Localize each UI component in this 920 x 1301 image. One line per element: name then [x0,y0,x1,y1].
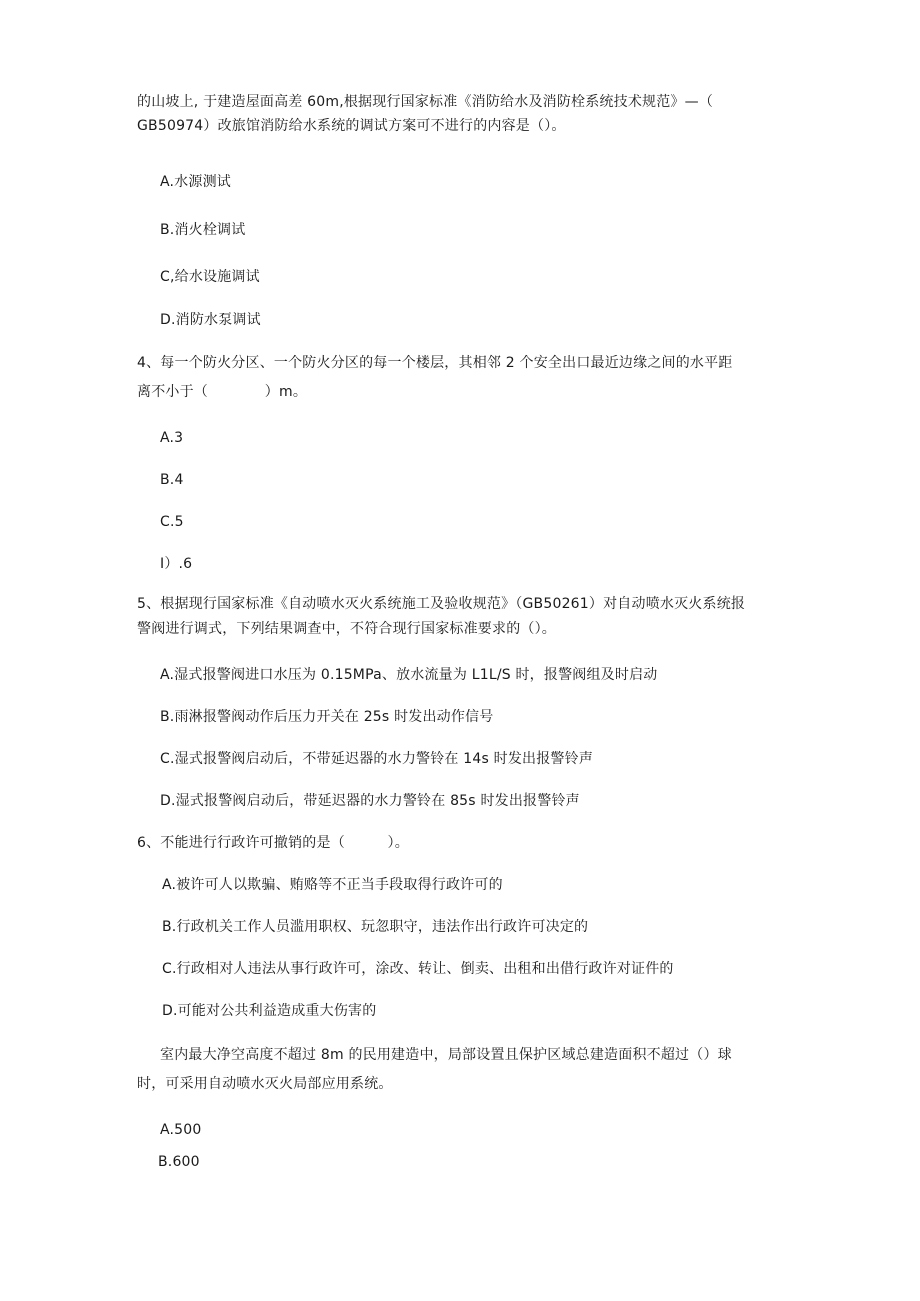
q3-stem-line2: GB50974）改旅馆消防给水系统的调试方案可不进行的内容是（）。 [137,118,566,134]
q3-option-d: D.消防水泵调试 [160,312,261,328]
q4-option-c: C.5 [160,514,184,530]
q6-stem-line1: 6、不能进行行政许可撤销的是（ ）。 [137,835,409,851]
q7-stem-line1: 室内最大净空高度不超过 8m 的民用建造中，局部设置且保护区域总建造面积不超过（）球 [160,1047,732,1063]
q5-stem-line1: 5、根据现行国家标准《自动喷水灭火系统施工及验收规范》（GB50261）对自动喷水灭火系统报 [137,596,746,612]
q6-option-b: B.行政机关工作人员滥用职权、玩忽职守，违法作出行政许可决定的 [162,919,589,935]
q6-option-d: D.可能对公共利益造成重大伤害的 [162,1003,377,1019]
q5-option-b: B.雨淋报警阀动作后压力开关在 25s 时发出动作信号 [160,709,494,725]
q4-option-b: B.4 [160,472,184,488]
q5-option-d: D.湿式报警阀启动后，带延迟器的水力警铃在 85s 时发出报警铃声 [160,793,580,809]
q5-option-a: A.湿式报警阀进口水压为 0.15MPa、放水流量为 L1L/S 时，报警阀组及时启动 [160,667,658,683]
q5-stem-line2: 警阀进行调式，下列结果调查中，不符合现行国家标准要求的（）。 [137,621,556,637]
q3-option-c: C,给水设施调试 [160,269,260,285]
q5-option-c: C.湿式报警阀启动后，不带延迟器的水力警铃在 14s 时发出报警铃声 [160,751,594,767]
q6-option-c: C.行政相对人违法从事行政许可，涂改、转让、倒卖、出租和出借行政许对证件的 [162,961,674,977]
q7-option-b: B.600 [158,1154,200,1170]
q4-option-a: A.3 [160,430,184,446]
q4-stem-line1: 4、每一个防火分区、一个防火分区的每一个楼层，其相邻 2 个安全出口最近边缘之间的水平距 [137,355,733,371]
q4-option-d: I）.6 [160,556,193,572]
q3-option-b: B.消火栓调试 [160,222,246,238]
q7-stem-line2: 时，可采用自动喷水灭火局部应用系统。 [137,1076,393,1092]
q3-stem-line1: 的山坡上, 于建造屋面高差 60m,根据现行国家标准《消防给水及消防栓系统技术规范》—（ [137,94,714,110]
q7-option-a: A.500 [160,1122,202,1138]
q3-option-a: A.水源测试 [160,174,231,190]
q6-option-a: A.被许可人以欺骗、贿赂等不正当手段取得行政许可的 [162,877,503,893]
q4-stem-line2: 离不小于（ ）m。 [137,384,308,400]
